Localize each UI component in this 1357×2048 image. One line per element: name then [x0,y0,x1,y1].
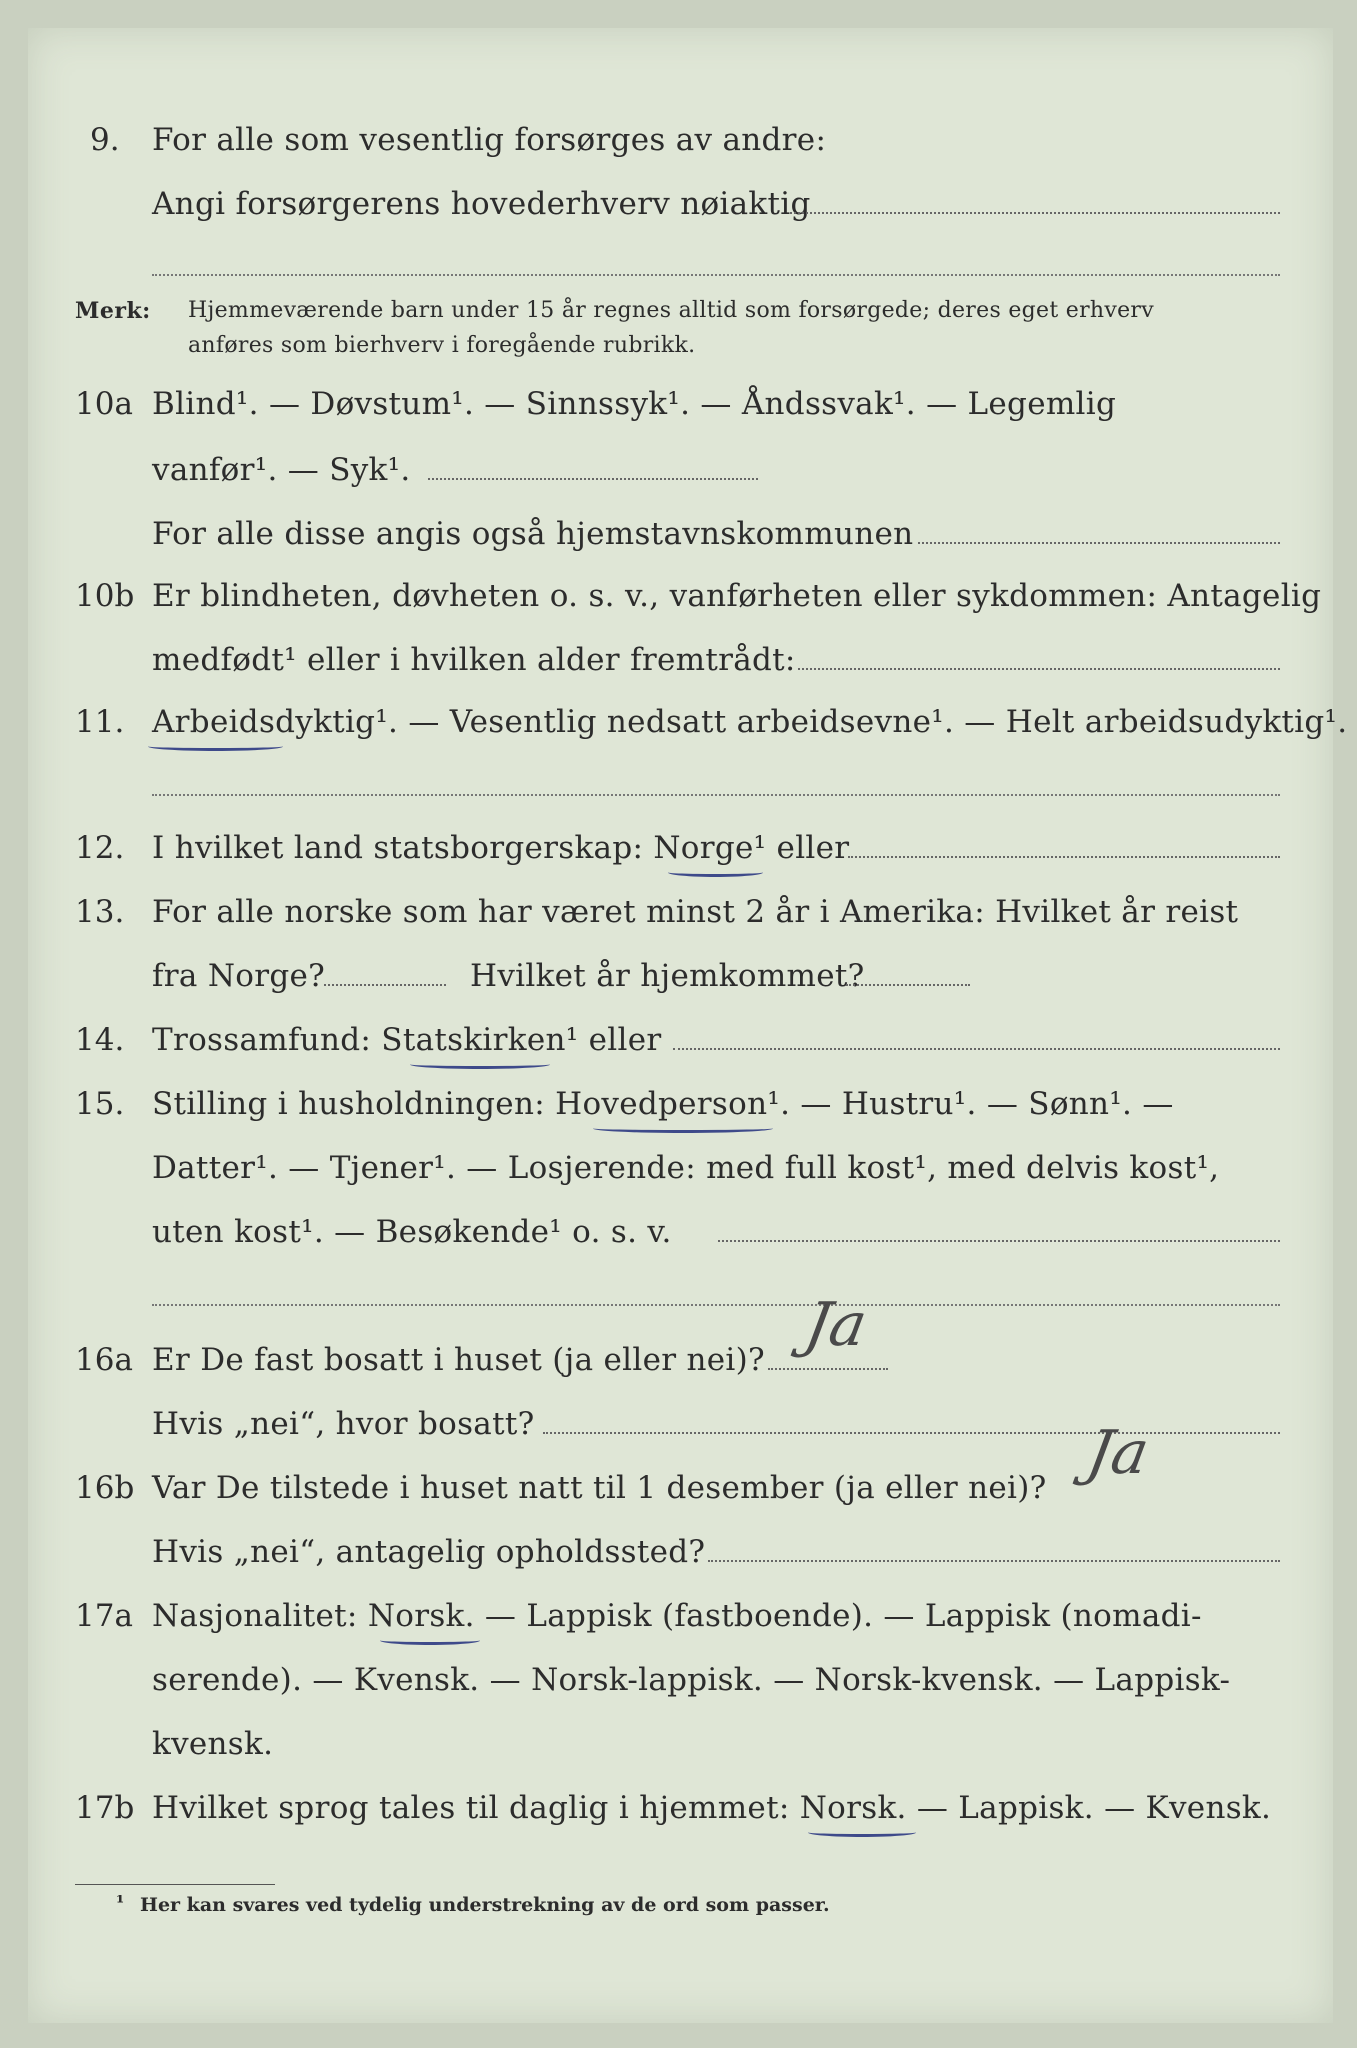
q14-number: 14. [75,1022,125,1058]
q12-underline-mark [668,868,763,877]
q11-underline-mark [148,742,283,751]
q12-line1: I hvilket land statsborgerskap: Norge¹ eller [152,830,850,866]
merk-line1: Hjemmeværende barn under 15 år regnes alltid som forsørgede; deres eget erhverv [188,298,1154,323]
q16b-line2: Hvis „nei“, antagelig opholdssted? [152,1534,706,1570]
q10b-line1: Er blindheten, døvheten o. s. v., vanførheten eller sykdommen: Antagelig [152,578,1322,614]
q11-number: 11. [75,704,125,740]
q17a-line1: Nasjonalitet: Norsk. — Lappisk (fastboende). — Lappisk (nomadi- [152,1598,1202,1634]
q15-line3: uten kost¹. — Besøkende¹ o. s. v. [152,1214,672,1250]
q15-answer-line-2[interactable] [152,1304,1280,1306]
q16b-number: 16b [75,1470,135,1506]
q10a-line3: For alle disse angis også hjemstavnskommunen [152,516,914,552]
q10a-syk-line[interactable] [428,478,758,480]
q16b-opholdssted-line[interactable] [708,1560,1280,1562]
q17a-line2: serende). — Kvensk. — Norsk-lappisk. — Norsk-kvensk. — Lappisk- [152,1662,1231,1698]
q9-answer-line-2[interactable] [152,274,1280,276]
q16a-number: 16a [75,1342,133,1378]
q9-line1: For alle som vesentlig forsørges av andre: [152,122,827,158]
q15-answer-line[interactable] [718,1240,1280,1242]
q11-answer-line[interactable] [152,794,1280,796]
footnote-marker: ¹ [116,1892,125,1914]
census-form-page [28,28,1348,2023]
q17a-line3: kvensk. [152,1726,274,1762]
q16a-handwritten-answer: Ja [799,1290,872,1360]
q15-underline-mark [593,1124,773,1133]
q13-reist-line[interactable] [324,984,446,986]
footnote-rule [75,1884,275,1885]
merk-label: Merk: [75,298,151,324]
q16b-line1: Var De tilstede i huset natt til 1 desember (ja eller nei)? [152,1470,1047,1506]
q16a-answer-line[interactable] [768,1368,888,1370]
q10b-number: 10b [75,578,135,614]
q10b-answer-line[interactable] [798,668,1280,670]
q17a-number: 17a [75,1598,133,1634]
q16a-line1: Er De fast bosatt i huset (ja eller nei)? [152,1342,765,1378]
q15-line2: Datter¹. — Tjener¹. — Losjerende: med full kost¹, med delvis kost¹, [152,1150,1220,1186]
q12-number: 12. [75,830,125,866]
q10a-number: 10a [75,386,133,422]
q16a-line2: Hvis „nei“, hvor bosatt? [152,1406,535,1442]
q14-answer-line[interactable] [673,1048,1280,1050]
q9-line2: Angi forsørgerens hovederhverv nøiaktig [152,186,811,222]
q13-line2a: fra Norge? [152,958,326,994]
q16a-bosatt-line[interactable] [543,1432,1280,1434]
footnote-text: Her kan svares ved tydelig understrekning av de ord som passer. [140,1894,830,1916]
q15-line1: Stilling i husholdningen: Hovedperson¹. — Hustru¹. — Sønn¹. — [152,1086,1174,1122]
q10a-kommune-line[interactable] [918,542,1280,544]
q13-line1: For alle norske som har været minst 2 år i Amerika: Hvilket år reist [152,894,1239,930]
q9-answer-line[interactable] [790,212,1280,214]
q11-line1: Arbeidsdyktig¹. — Vesentlig nedsatt arbeidsevne¹. — Helt arbeidsudyktig¹. [152,704,1348,740]
q9-number: 9. [90,122,120,158]
q13-hjemkommet-line[interactable] [846,984,970,986]
q16b-handwritten-answer: Ja [1081,1418,1154,1488]
q13-number: 13. [75,894,125,930]
q10a-line1: Blind¹. — Døvstum¹. — Sinnssyk¹. — Åndssvak¹. — Legemlig [152,386,1117,422]
q14-underline-mark [410,1060,550,1069]
q17b-line1: Hvilket sprog tales til daglig i hjemmet: Norsk. — Lappisk. — Kvensk. [152,1790,1272,1826]
q15-number: 15. [75,1086,125,1122]
merk-line2: anføres som bierhverv i foregående rubrikk. [188,333,696,358]
q10a-line2: vanfør¹. — Syk¹. [152,452,411,488]
q12-answer-line[interactable] [848,856,1280,858]
q17b-number: 17b [75,1790,135,1826]
q17b-underline-mark [808,1828,916,1837]
q14-line1: Trossamfund: Statskirken¹ eller [152,1022,662,1058]
q10b-line2: medfødt¹ eller i hvilken alder fremtrådt: [152,642,796,678]
q17a-underline-mark [380,1636,480,1645]
q13-line2b: Hvilket år hjemkommet? [470,958,865,994]
